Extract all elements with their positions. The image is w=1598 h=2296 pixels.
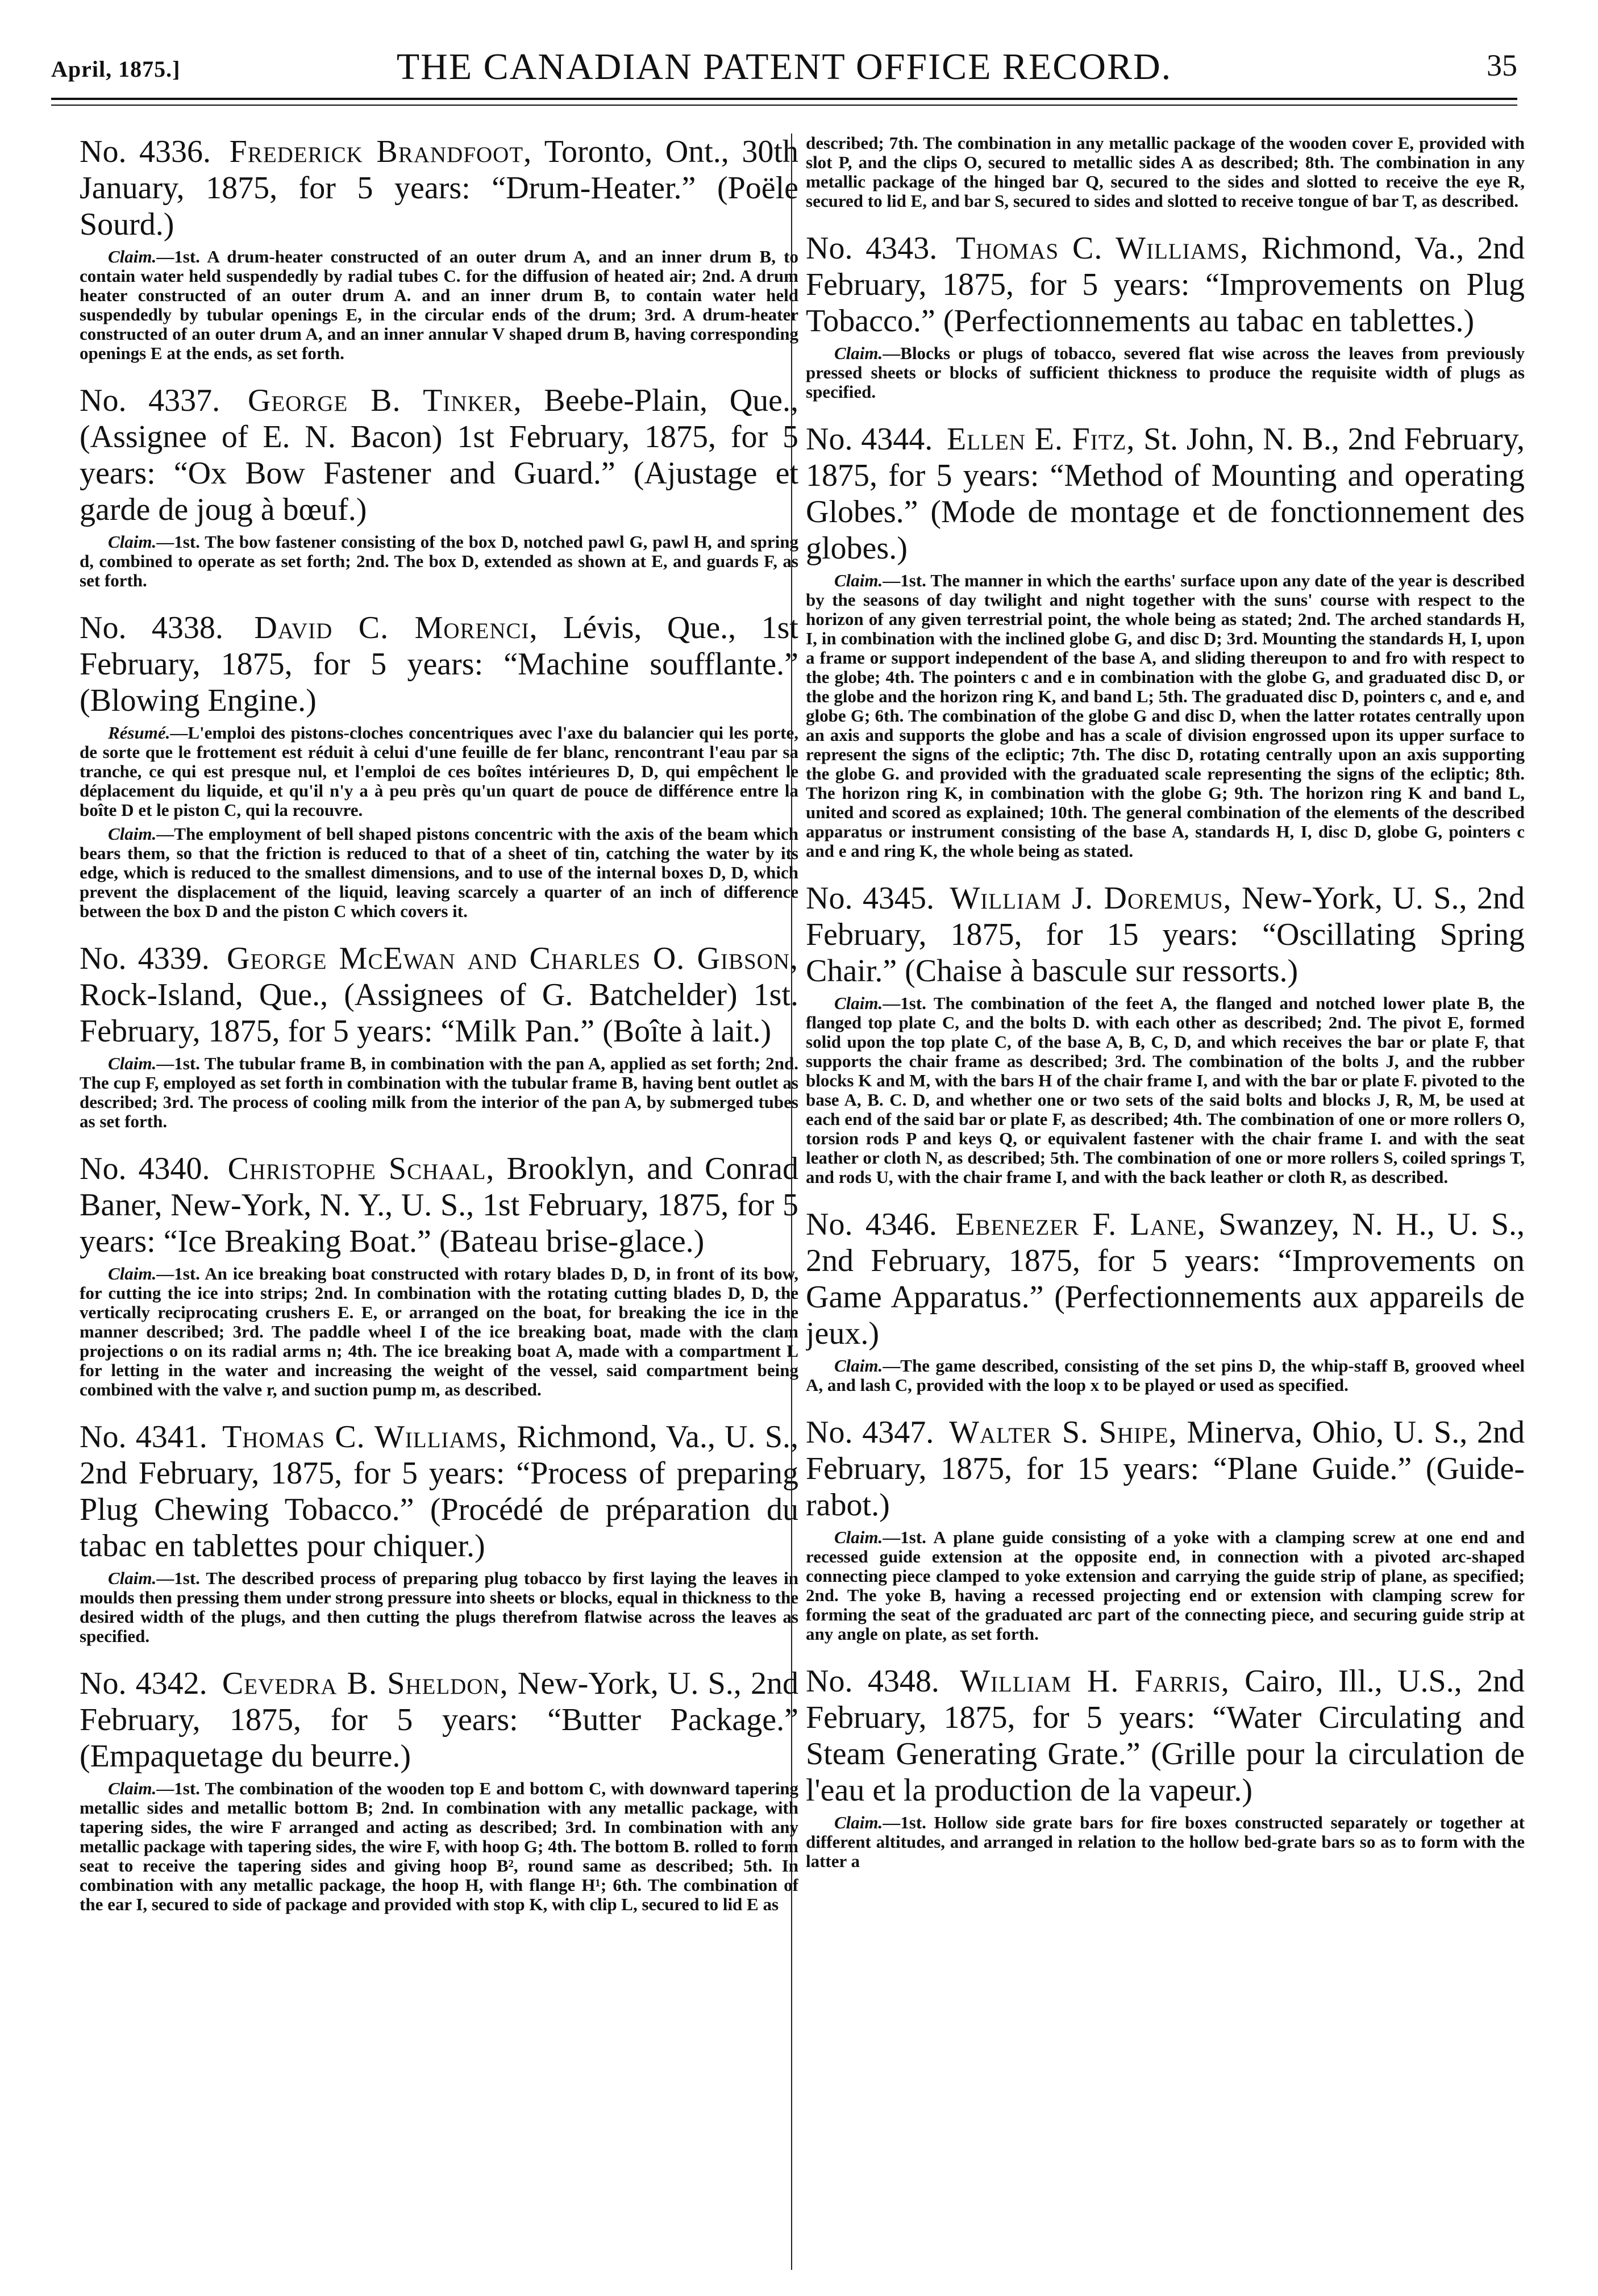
right-column	[806, 134, 1525, 2278]
patent-details: Minerva, Ohio, U. S., 2nd February, 1875, for 15 years: “Plane Guide.” (Guide-rabot.)	[806, 1415, 1525, 1523]
patentee-name: Cevedra B. Sheldon,	[222, 1666, 509, 1701]
claim-label: Claim.	[834, 993, 883, 1013]
claim-label: Claim.	[108, 1778, 157, 1798]
patentee-name: William H. Farris,	[960, 1664, 1230, 1699]
patent-details: Toronto, Ont., 30th January, 1875, for 5 years: “Drum-Heater.” (Poële Sourd.)	[80, 134, 798, 242]
resume-text: —L'emploi des pistons-cloches concentriques avec l'axe du balancier qui les porte, de sorte que le frottement est réduit à celui d'une feuille de fer blanc, rencontrant l'eau par sa tranche, ce qui est presque nul, et l'emploi de ces boîtes intérieures D, D, qui empêchent le déplacement du liquide, et qu'il n'y a à peu près qu'un quart de pouce de différence entre la boîte D et le piston C, qui la recouvre.	[80, 723, 798, 820]
claim-label: Claim.	[834, 1356, 883, 1376]
patent-details: Cairo, Ill., U.S., 2nd February, 1875, for 5 years: “Water Circulating and Steam Generating Grate.” (Grille pour la circulation de l'eau et la production de la vapeur.)	[806, 1664, 1525, 1808]
patent-number: No. 4338.	[80, 610, 223, 645]
patent-claim	[80, 1264, 798, 1399]
patent-claim	[80, 1779, 798, 1914]
claim-text: —1st. The described process of preparing plug tobacco by first laying the leaves in moulds then pressing them under strong pressure into sheets or blocks, equal in thickness to the desired width of the plugs, and then cutting the plugs therefrom flatwise across the leaves as specified.	[80, 1568, 798, 1646]
patent-claim	[806, 1813, 1525, 1871]
claim-text: —1st. The combination of the feet A, the flanged and notched lower plate B, the flanged top plate C, and the bolts D. with each other as described; 2nd. The pivot E, formed solid upon the top plate C, of the base A, B, C, D, and which receives the bar or plate F, that supports the chair frame as described; 3rd. The combination of the bolts J, and the rubber blocks K and M, with the bars H of the chair frame I, and with the bar or plate F. pivoted to the base A, B. C. D, and whether one or two sets of the said bolts and blocks J, R, M, be used at each end of the said bar or plate F, as described; 4th. The combination of one or more rollers O, torsion rods P and keys Q, or equivalent fastener with the chair frame I. and with the seat leather or cloth N, as described; 5th. The combination of one or more rollers S, coiled springs T, and rods U, with the chair frame I, and with the back leather or cloth R, as described.	[806, 993, 1525, 1187]
patent-claim	[806, 571, 1525, 861]
patent-details: Swanzey, N. H., U. S., 2nd February, 1875, for 5 years: “Improvements on Game Apparatus.” (Perfectionnements aux appareils de jeux.)	[806, 1207, 1525, 1351]
patent-entry	[80, 382, 798, 590]
patentee-name: William J. Doremus,	[950, 881, 1232, 916]
claim-label: Claim.	[834, 1527, 883, 1547]
patent-entry	[80, 610, 798, 921]
patent-number: No. 4336.	[80, 134, 211, 169]
header-rule-thin	[51, 105, 1517, 106]
patent-entry	[80, 1419, 798, 1646]
patent-heading	[806, 421, 1525, 566]
patent-heading	[80, 940, 798, 1049]
patentee-name: Walter S. Shipe,	[949, 1415, 1177, 1450]
patent-number: No. 4344.	[806, 422, 933, 457]
patent-number: No. 4343.	[806, 231, 938, 266]
patent-details: Lévis, Que., 1st February, 1875, for 5 years: “Machine soufflante.” (Blowing Engine.)	[80, 610, 798, 718]
patent-claim	[806, 344, 1525, 402]
claim-label: Claim.	[108, 532, 157, 552]
patent-number: No. 4339.	[80, 941, 210, 976]
page-number: 35	[1487, 48, 1517, 82]
patent-number: No. 4347.	[806, 1415, 934, 1450]
patent-claim	[806, 1356, 1525, 1395]
patent-details: Richmond, Va., U. S., 2nd February, 1875, for 5 years: “Process of preparing Plug Chewing Tobacco.” (Procédé de préparation du tabac en tablettes pour chiquer.)	[80, 1419, 798, 1564]
patent-heading	[80, 1419, 798, 1564]
patent-claim	[80, 532, 798, 590]
claim-label: Claim.	[108, 1264, 157, 1284]
patent-claim	[80, 824, 798, 921]
claim-text: —1st. A drum-heater constructed of an outer drum A, and an inner drum B, to contain water held suspendedly by radial tubes C. for the diffusion of heated air; 2nd. A drum heater constructed of an outer drum A. and an inner drum B, to contain water held suspendedly by tubular openings E, in the circular ends of the drum; 3rd. A drum-heater constructed of an outer drum A, and an inner annular V shaped drum B, having corresponding openings E at the ends, as set forth.	[80, 247, 798, 363]
claim-label: Claim.	[108, 824, 157, 844]
patent-heading	[806, 1663, 1525, 1809]
patent-entry	[806, 230, 1525, 402]
patent-number: No. 4340.	[80, 1151, 210, 1186]
patentee-name: George McEwan and Charles O. Gibson,	[226, 941, 798, 976]
claim-label: Claim.	[108, 1568, 157, 1588]
claim-text: —1st. A plane guide consisting of a yoke with a clamping screw at one end and recessed guide extension at the opposite end, in connection with a pivoted arc-shaped connecting piece clamped to yoke extension and carrying the guide strip of plane, as specified; 2nd. The yoke B, having a recessed projecting end or extension with clamping screw for forming the seat of the graduated arc part of the connecting piece, and securing guide strip at any angle on plate, as set forth.	[806, 1527, 1525, 1644]
claim-label: Claim.	[108, 247, 157, 266]
patent-details: Brooklyn, and Conrad Baner, New-York, N. Y., U. S., 1st February, 1875, for 5 years: “Ice Breaking Boat.” (Bateau brise-glace.)	[80, 1151, 798, 1259]
patent-number: No. 4341.	[80, 1419, 207, 1455]
patent-number: No. 4346.	[806, 1207, 937, 1242]
patent-number: No. 4345.	[806, 881, 934, 916]
patentee-name: Thomas C. Williams,	[956, 231, 1249, 266]
claim-label: Claim.	[834, 1812, 883, 1832]
patent-entry	[806, 880, 1525, 1187]
claim-text: —The employment of bell shaped pistons concentric with the axis of the beam which bears them, so that the friction is reduced to that of a sheet of tin, catching the water by its edge, which is reduced to the smallest dimensions, and to use of the internal boxes D, D, which prevent the displacement of the liquid, leaving scarcely a quarter of an inch of difference between the box D and the piston C which covers it.	[80, 824, 798, 921]
resume-label: Résumé.	[108, 723, 170, 743]
patent-number: No. 4348.	[806, 1664, 939, 1699]
claim-text: —1st. The bow fastener consisting of the box D, notched pawl G, pawl H, and spring d, combined to operate as set forth; 2nd. The box D, extended as shown at E, and guards F, as set forth.	[80, 532, 798, 590]
patent-claim	[80, 1054, 798, 1131]
patent-details: Beebe-Plain, Que., (Assignee of E. N. Bacon) 1st February, 1875, for 5 years: “Ox Bow Fastener and Guard.” (Ajustage et garde de joug à bœuf.)	[80, 383, 798, 527]
patentee-name: David C. Morenci,	[254, 610, 538, 645]
patent-entry	[806, 1206, 1525, 1395]
patent-heading	[80, 1151, 798, 1260]
journal-title: THE CANADIAN PATENT OFFICE RECORD.	[396, 46, 1172, 87]
patent-entry	[806, 1663, 1525, 1871]
patent-number: No. 4342.	[80, 1666, 207, 1701]
patent-heading	[80, 610, 798, 719]
patentee-name: Frederick Brandfoot,	[229, 134, 532, 169]
patent-heading	[806, 1414, 1525, 1523]
patent-details: New-York, U. S., 2nd February, 1875, for 5 years: “Butter Package.” (Empaquetage du beurre.)	[80, 1666, 798, 1774]
patent-claim	[80, 1569, 798, 1646]
patent-claim	[806, 994, 1525, 1187]
claim-label: Claim.	[108, 1053, 157, 1073]
claim-label: Claim.	[834, 570, 883, 590]
claim-text: —Blocks or plugs of tobacco, severed flat wise across the leaves from previously pressed sheets or blocks of sufficient thickness to produce the requisite width of plugs as specified.	[806, 343, 1525, 402]
claim-text: —1st. The tubular frame B, in combination with the pan A, applied as set forth; 2nd. The cup F, employed as set forth in combination with the tubular frame B, having bent outlet as described; 3rd. The process of cooling milk from the interior of the pan A, by submerged tubes as set forth.	[80, 1053, 798, 1131]
patent-heading	[806, 1206, 1525, 1352]
patent-heading	[80, 382, 798, 528]
patent-claim	[80, 247, 798, 363]
patent-entry	[80, 940, 798, 1131]
claim-text: —1st. The manner in which the earths' surface upon any date of the year is described by the seasons of day twilight and night together with the suns' course with respect to the horizon of any given terrestrial point, the whole being as stated; 2nd. The arched standards H, I, in combination with the inclined globe G, and disc D; 3rd. Mounting the standards H, I, upon a frame or support independent of the base A, and sliding thereupon to and fro with respect to the globe; 4th. The pointers c and e in combination with the globe G, and graduated disc D, or the globe and the horizon ring K, and band L; 5th. The graduated disc D, pointers c, and e, and globe G; 6th. The combination of the globe G and disc D, when the latter rotates centrally upon an axis and supports the globe and has a scale of division engrossed upon its upper surface to represent the signs of the ecliptic; 7th. The disc D, rotating centrally upon an axis supporting the globe G. and provided with the graduated scale representing the signs of the ecliptic; 8th. The horizon ring K, in combination with the globe G; 9th. The horizon ring K and band L, united and scored as explained; 10th. The general combination of the elements of the described apparatus or instrument consisting of the base A, standards H, I, disc D, globe G, pointers c and e and ring K, the whole being as stated.	[806, 570, 1525, 861]
claim-text: —The game described, consisting of the set pins D, the whip-staff B, grooved wheel A, and lash C, provided with the loop x to be played or used as specified.	[806, 1356, 1525, 1395]
patent-entry	[80, 134, 798, 363]
claim-text: —1st. The combination of the wooden top E and bottom C, with downward tapering metallic sides and metallic bottom B; 2nd. In combination with any metallic package, with tapering sides, the wire F arranged and acting as described; 3rd. In combination with any metallic package with tapering sides, the wire F, with hoop G; 4th. The bottom B. rolled to form seat to receive the tapering sides and giving hoop B², round same as described; 5th. In combination with any metallic package, the hoop H, with flange H¹; 6th. The combination of the ear I, secured to side of package and provided with stop K, with clip L, secured to lid E as	[80, 1778, 798, 1914]
patent-heading	[80, 1665, 798, 1774]
patent-details: New-York, U. S., 2nd February, 1875, for 15 years: “Oscillating Spring Chair.” (Chaise à bascule sur ressorts.)	[806, 881, 1525, 989]
patentee-name: Christophe Schaal,	[227, 1151, 495, 1186]
patent-number: No. 4337.	[80, 383, 220, 418]
claim-label: Claim.	[834, 343, 883, 363]
left-column	[80, 134, 798, 2278]
header-rule-thick	[51, 98, 1517, 100]
patent-details: St. John, N. B., 2nd February, 1875, for 5 years: “Method of Mounting and operating Globes.” (Mode de montage et de fonctionnement des globes.)	[806, 422, 1525, 566]
page-header	[51, 45, 1517, 119]
patent-details: Richmond, Va., 2nd February, 1875, for 5 years: “Improvements on Plug Tobacco.” (Perfectionnements au tabac en tablettes.)	[806, 231, 1525, 339]
patent-heading	[80, 134, 798, 243]
claim-text: —1st. An ice breaking boat constructed with rotary blades D, D, in front of its bow, for cutting the ice into strips; 2nd. In combination with the rotating cutting blades D, D, the vertically reciprocating crushers E. E, or arranged on the boat, for breaking the ice in the manner described; 3rd. The paddle wheel I of the ice breaking boat, made with the clam projections o on its radial arms n; 4th. The ice breaking boat A, made with a compartment L for letting in the water and increasing the weight of the vessel, said compartment being combined with the valve r, and suction pump m, as described.	[80, 1264, 798, 1399]
patent-entry	[80, 1151, 798, 1399]
patent-entry	[80, 1665, 798, 1914]
issue-date: April, 1875.]	[51, 56, 181, 82]
patent-heading	[806, 230, 1525, 339]
patentee-name: Ebenezer F. Lane,	[955, 1207, 1206, 1242]
patent-entry	[806, 421, 1525, 861]
patent-resume	[80, 723, 798, 820]
claim-continuation: described; 7th. The combination in any metallic package of the wooden cover E, provided with slot P, and the clips O, secured to metallic sides A as described; 8th. The combination in any metallic package of the hinged bar Q, secured to the sides and slotted to receive the eye R, secured to lid E, and bar S, secured to sides and slotted to receive tongue of bar T, as described.	[806, 134, 1525, 211]
patentee-name: George B. Tinker,	[247, 383, 522, 418]
claim-text: —1st. Hollow side grate bars for fire boxes constructed separately or together at different altitudes, and arranged in relation to the hollow bed-grate bars so as to form with the latter a	[806, 1812, 1525, 1871]
patentee-name: Ellen E. Fitz,	[947, 422, 1135, 457]
patentee-name: Thomas C. Williams,	[222, 1419, 507, 1455]
patent-details: Rock-Island, Que., (Assignees of G. Batchelder) 1st. February, 1875, for 5 years: “Milk Pan.” (Boîte à lait.)	[80, 977, 798, 1049]
patent-entry	[806, 1414, 1525, 1644]
patent-heading	[806, 880, 1525, 989]
patent-claim	[806, 1528, 1525, 1644]
